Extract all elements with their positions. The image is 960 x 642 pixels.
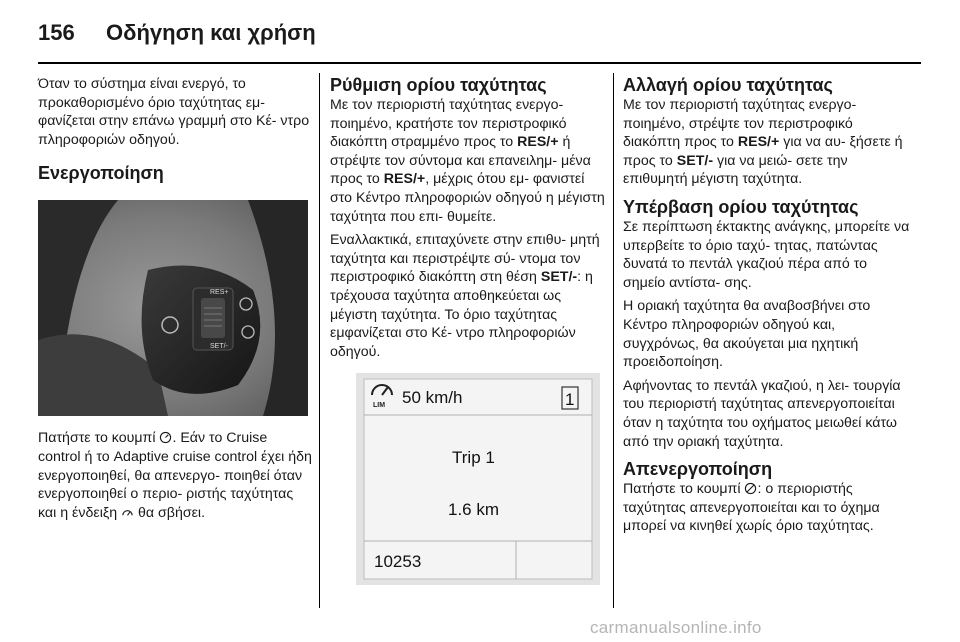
trip-distance: 1.6 km [448, 500, 500, 520]
exceed-paragraph-1: Σε περίπτωση έκτακτης ανάγκης, μπορείτε να υπερβείτε το όριο ταχύ- τητας, πατώντας δυνατά το πεντάλ γκαζιού πέρα από το σημείο αντίστα- σης. [623, 218, 910, 291]
column-3 [623, 75, 911, 541]
section-heading-change-limit: Αλλαγή ορίου ταχύτητας [623, 75, 833, 95]
cruise-control-icon [121, 506, 134, 519]
change-limit-paragraph: Με τον περιοριστή ταχύτητας ενεργο- ποιημένο, στρέψτε τον περιστροφικό διακόπτη προς το RES/+ για να αυ- ξήσετε ή προς το SET/- για να μειώ- σετε την επιθυμητή μέγιστη ταχύτητα. [623, 97, 903, 188]
speed-limit-value: 50 km/h [402, 388, 463, 408]
intro-paragraph: Όταν το σύστημα είναι ενεργό, το προκαθορισμένο όριο ταχύτητας εμ- φανίζεται στην επάνω γραμμή στο Κέ- ντρο πληροφοριών οδηγού. [38, 76, 310, 148]
section-heading-exceed-limit: Υπέρβαση ορίου ταχύτητας [623, 196, 859, 217]
gear-indicator: 1 [565, 390, 575, 410]
watermark: carmanualsonline.info [590, 618, 762, 637]
page-title: Οδήγηση και χρήση [106, 20, 316, 45]
trip-label: Trip 1 [452, 448, 495, 468]
section-heading-set-limit: Ρύθμιση ορίου ταχύτητας [330, 75, 547, 95]
section-heading-activation: Ενεργοποίηση [38, 163, 164, 184]
column-divider-2 [613, 73, 614, 608]
odometer: 10253 [374, 552, 422, 572]
column-1 [38, 75, 313, 527]
set-label: SET/- [210, 343, 228, 351]
speed-limiter-icon [159, 431, 172, 444]
set-limit-paragraph-2: Εναλλακτικά, επιταχύνετε στην επιθυ- μητή ταχύτητα και περιστρέψτε σύ- ντομα τον περιστροφικό διακόπτη στη θέση SET/-: η τρέχουσα ταχύτητα αποθηκεύεται ως μέγιστη ταχύτητα. Το όριο ταχύτητας εμφανίζεται στο Κέ- ντρο πληροφοριών οδηγού. [330, 232, 600, 360]
lim-label: LIM [373, 402, 386, 410]
exceed-paragraph-3: Αφήνοντας το πεντάλ γκαζιού, η λει- τουργία του περιοριστή ταχύτητας απενεργοποιείται όταν η ταχύτητα του οχήματος μειωθεί κάτω από την οριακή ταχύτητα. [623, 377, 901, 450]
header-rule [38, 62, 921, 64]
set-limit-paragraph-1: Με τον περιοριστή ταχύτητας ενεργο- ποιημένο, κρατήστε τον περιστροφικό διακόπτη στραμμένο προς το RES/+ ή στρέψτε τον σύντομα και επανειλημ- μένα προς το RES/+, μέχρις ότου εμ- φανιστεί στο Κέντρο πληροφοριών οδηγού η μέγιστη ταχύτητα που επι- θυμείτε. [330, 97, 605, 225]
column-2 [330, 75, 608, 585]
page-number: 156 [38, 20, 75, 45]
column-divider-1 [319, 73, 320, 608]
activation-paragraph: Πατήστε το κουμπί . Εάν το Cruise control ή το Adaptive cruise control έχει ήδη ενεργοποιηθεί, θα απενεργο- ποιηθεί όταν ενεργοποιηθεί ο περιο- ριστής ταχύτητας και η ένδειξη θα σβήσει. [38, 430, 312, 521]
deactivation-paragraph: Πατήστε το κουμπί : ο περιοριστής ταχύτητας απενεργοποιείται και το όχημα μπορεί να κινηθεί χωρίς όριο ταχύτητας. [623, 481, 880, 535]
driver-info-display [356, 373, 600, 585]
steering-wheel-photo [38, 200, 308, 416]
section-heading-deactivation: Απενεργοποίηση [623, 459, 773, 480]
rotary-switch [201, 298, 225, 338]
exceed-paragraph-2: Η οριακή ταχύτητα θα αναβοσβήνει στο Κέντρο πληροφοριών οδηγού και, συγχρόνως, θα ακούγεται μια ηχητική προειδοποίηση. [623, 298, 871, 371]
cancel-icon [744, 482, 757, 495]
res-label: RES+ [210, 289, 229, 297]
